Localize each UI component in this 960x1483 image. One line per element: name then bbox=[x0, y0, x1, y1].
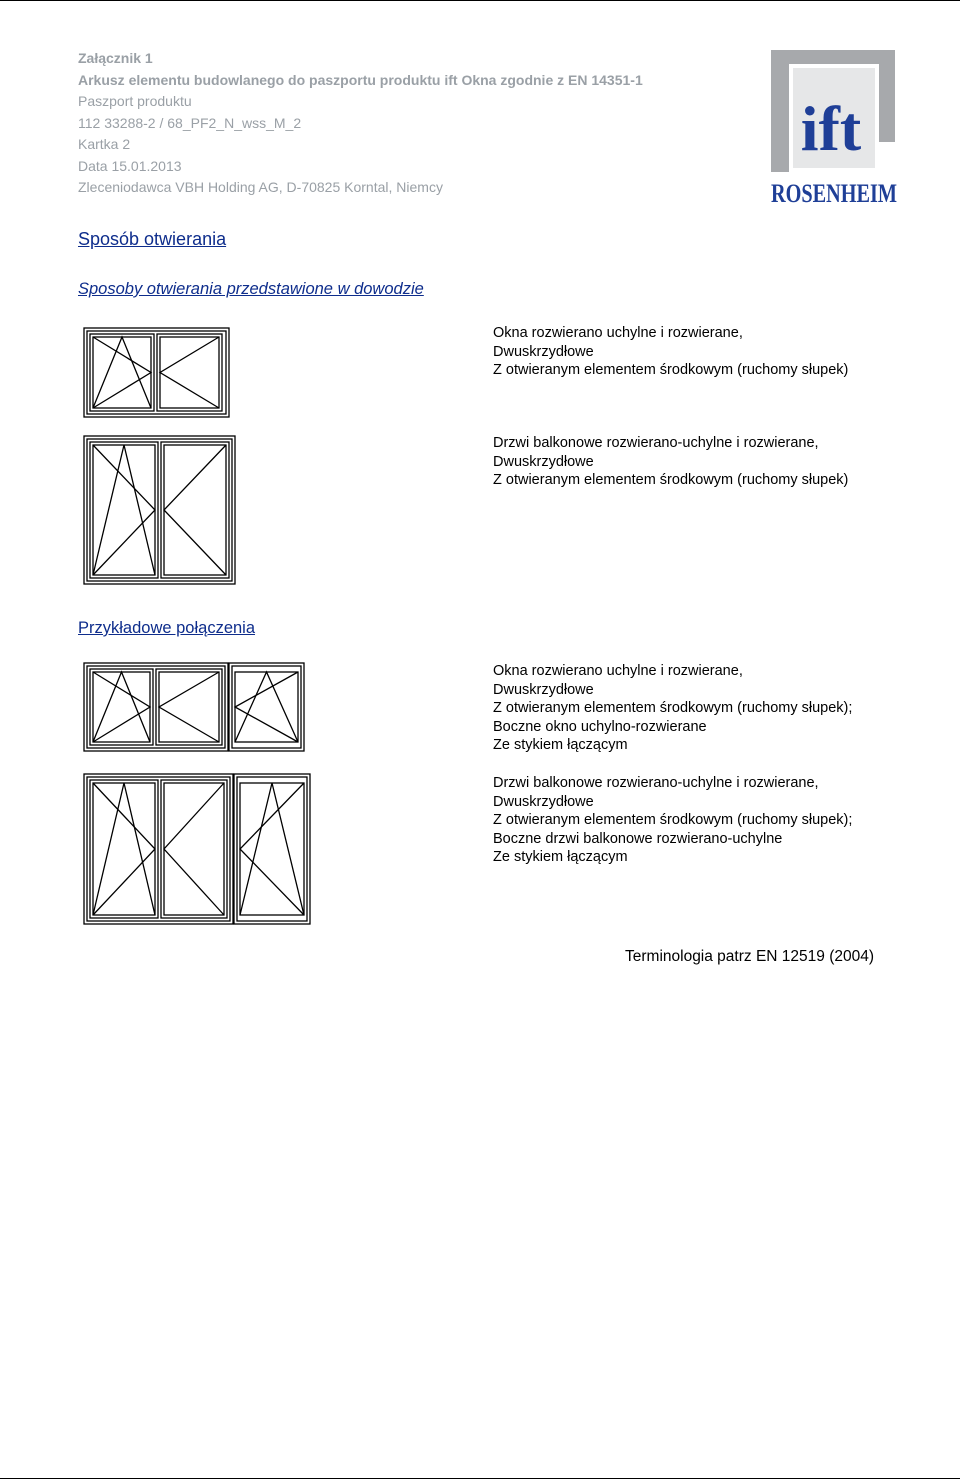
description-window-combination bbox=[493, 662, 852, 755]
desc-line: Z otwieranym elementem środkowym (ruchomy słupek); bbox=[493, 812, 853, 828]
description-balcony-door-combination bbox=[493, 774, 852, 867]
desc-line: Z otwieranym elementem środkowym (ruchomy słupek); bbox=[493, 700, 853, 716]
bottom-rule bbox=[0, 1478, 960, 1479]
header-annex: Załącznik 1 bbox=[78, 50, 153, 66]
header-date: Data 15.01.2013 bbox=[78, 157, 182, 174]
description-balcony-door-two-sash bbox=[493, 434, 848, 490]
subsection-title: Sposoby otwierania przedstawione w dowodzie bbox=[78, 280, 424, 298]
balcony-door-two-sash-figure bbox=[83, 435, 236, 585]
header-passport: Paszport produktu bbox=[78, 93, 192, 109]
desc-line: Drzwi balkonowe rozwierano-uchylne i rozwierane, bbox=[493, 435, 819, 451]
top-rule bbox=[0, 0, 960, 1]
desc-line: Z otwieranym elementem środkowym (ruchomy słupek) bbox=[493, 362, 849, 378]
desc-line: Boczne okno uchylno-rozwierane bbox=[493, 718, 707, 735]
header-number: 112 33288-2 / 68_PF2_N_wss_M_2 bbox=[78, 114, 302, 131]
header-client: Zleceniodawca VBH Holding AG, D-70825 Korntal, Niemcy bbox=[78, 179, 443, 195]
description-window-two-sash bbox=[493, 324, 848, 380]
terminology-footnote: Terminologia patrz EN 12519 (2004) bbox=[625, 948, 874, 965]
desc-line: Boczne drzwi balkonowe rozwierano-uchylne bbox=[493, 830, 783, 847]
header-page: Kartka 2 bbox=[78, 136, 131, 152]
desc-line: Ze stykiem łączącym bbox=[493, 849, 628, 865]
desc-line: Z otwieranym elementem środkowym (ruchomy słupek) bbox=[493, 472, 849, 488]
svg-text:ROSENHEIM: ROSENHEIM bbox=[771, 179, 897, 208]
svg-text:ift: ift bbox=[800, 93, 862, 164]
desc-line: Dwuskrzydłowe bbox=[493, 681, 594, 698]
header-sheet-title: Arkusz elementu budowlanego do paszportu produktu ift Okna zgodnie z EN 14351-1 bbox=[78, 71, 643, 88]
section-title: Sposób otwierania bbox=[78, 229, 227, 249]
ift-rosenheim-logo bbox=[769, 50, 899, 206]
desc-line: Dwuskrzydłowe bbox=[493, 343, 594, 360]
desc-line: Dwuskrzydłowe bbox=[493, 453, 594, 470]
window-two-sash-figure bbox=[83, 327, 230, 418]
balcony-door-combination-figure bbox=[83, 773, 311, 925]
desc-line: Drzwi balkonowe rozwierano-uchylne i rozwierane, bbox=[493, 775, 819, 791]
examples-title: Przykładowe połączenia bbox=[78, 619, 256, 637]
window-combination-figure bbox=[83, 662, 305, 752]
desc-line: Okna rozwierano uchylne i rozwierane, bbox=[493, 663, 743, 679]
desc-line: Okna rozwierano uchylne i rozwierane, bbox=[493, 325, 743, 341]
document-header bbox=[78, 48, 643, 199]
desc-line: Dwuskrzydłowe bbox=[493, 793, 594, 810]
desc-line: Ze stykiem łączącym bbox=[493, 737, 628, 753]
